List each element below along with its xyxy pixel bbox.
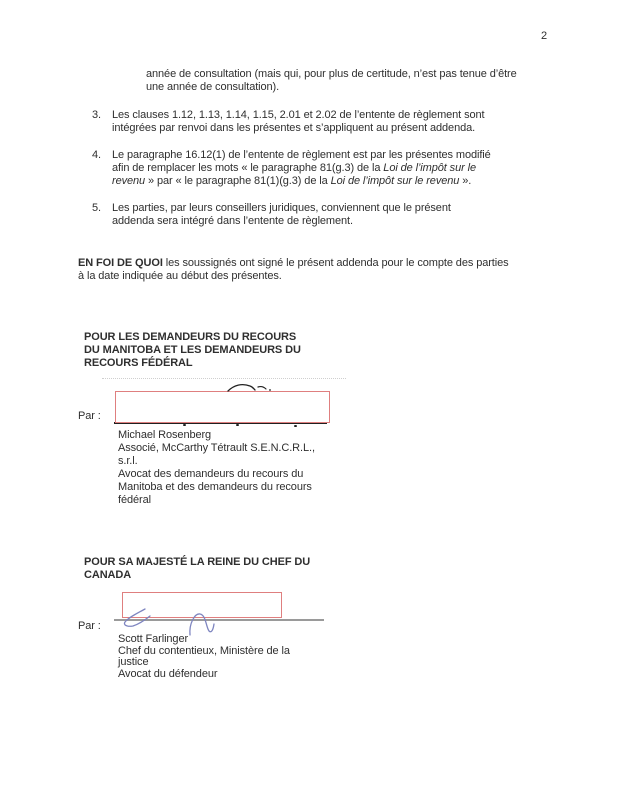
text-line: POUR SA MAJESTÉ LA REINE DU CHEF DU <box>84 556 311 568</box>
text-line: intégrées par renvoi dans les présentes et s’appliquent au présent addenda. <box>112 122 476 134</box>
witness-clause <box>78 257 509 283</box>
signature-heading-manitoba <box>84 331 301 370</box>
text-line: DU MANITOBA ET LES DEMANDEURS DU <box>84 344 301 356</box>
text-line: revenu » par « le paragraphe 81(1)(g.3) de la Loi de l’impôt sur le revenu ». <box>112 175 472 187</box>
ink-dot <box>236 424 239 426</box>
list-item-number: 5. <box>92 202 101 214</box>
text-line: Avocat du défendeur <box>118 667 218 680</box>
signer-details-1 <box>118 429 315 507</box>
text-line: Chef du contentieux, Ministère de la <box>118 644 290 657</box>
text-line: Associé, McCarthy Tétrault S.E.N.C.R.L., <box>118 442 315 454</box>
ink-dot <box>294 425 297 427</box>
blue-signature-stroke-icon <box>113 602 343 644</box>
list-item-number: 3. <box>92 109 101 121</box>
list-item <box>92 109 491 135</box>
numbered-clause-list <box>92 109 491 242</box>
list-item <box>92 149 491 188</box>
text-line: Michael Rosenberg <box>118 429 212 441</box>
text-line: POUR LES DEMANDEURS DU RECOURS <box>84 331 297 343</box>
text-line: à la date indiquée au début des présentes. <box>78 270 282 282</box>
text-line: Avocat des demandeurs du recours du <box>118 468 304 480</box>
text-line: une année de consultation). <box>146 81 280 93</box>
pen-stroke-icon <box>226 381 276 395</box>
text-line: EN FOI DE QUOI les soussignés ont signé le présent addenda pour le compte des parties <box>78 257 509 269</box>
list-item <box>92 202 491 228</box>
text-line: Manitoba et des demandeurs du recours <box>118 481 312 493</box>
faint-rule <box>102 378 346 379</box>
text-line: fédéral <box>118 494 151 506</box>
signature-heading-canada <box>84 556 310 582</box>
paragraph-continuation <box>146 68 517 94</box>
list-item-number: 4. <box>92 149 101 161</box>
redaction-box-signature-1 <box>115 391 330 423</box>
text-line: Scott Farlinger <box>118 633 189 645</box>
text-line: Le paragraphe 16.12(1) de l’entente de règlement est par les présentes modifié <box>112 149 491 161</box>
text-line: afin de remplacer les mots « le paragraphe 81(g.3) de la Loi de l’impôt sur le <box>112 162 476 174</box>
text-line: addenda sera intégré dans l’entente de règlement. <box>112 215 353 227</box>
text-line: Les parties, par leurs conseillers juridiques, conviennent que le présent <box>112 202 451 214</box>
par-label-1: Par : <box>78 410 101 422</box>
text-line: CANADA <box>84 569 132 581</box>
text-line: année de consultation (mais qui, pour plus de certitude, n’est pas tenue d’être <box>146 68 517 80</box>
text-line: justice <box>118 656 149 668</box>
text-line: RECOURS FÉDÉRAL <box>84 357 193 369</box>
par-label-2: Par : <box>78 620 101 632</box>
text-line: s.r.l. <box>118 455 138 467</box>
ink-dot <box>183 424 186 426</box>
text-line: Les clauses 1.12, 1.13, 1.14, 1.15, 2.01 et 2.02 de l’entente de règlement sont <box>112 109 485 121</box>
page-number: 2 <box>541 30 548 42</box>
